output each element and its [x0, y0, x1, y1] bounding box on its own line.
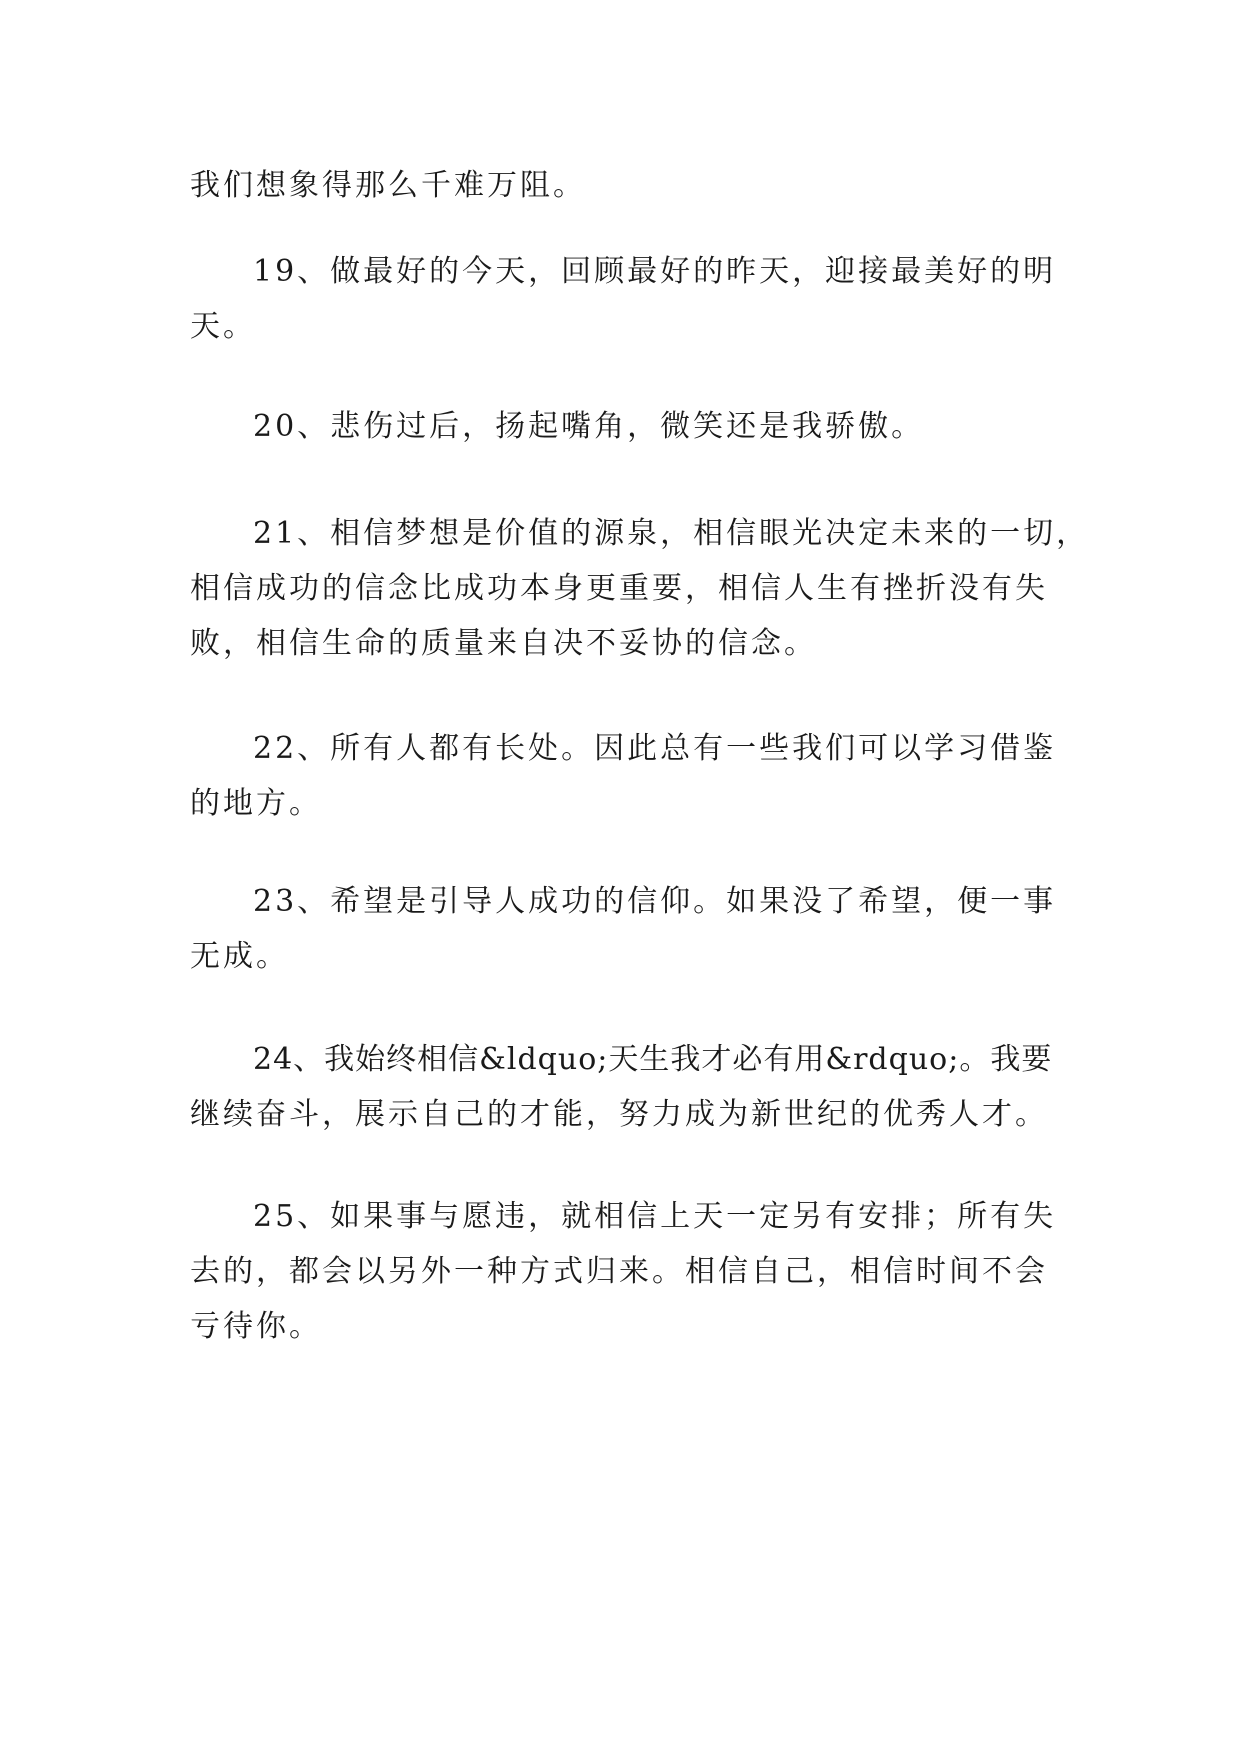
- paragraph-19-line-2: 天。: [190, 309, 256, 344]
- paragraph-21-line-3: 败，相信生命的质量来自决不妥协的信念。: [190, 626, 817, 661]
- paragraph-21-line-1: 21、相信梦想是价值的源泉，相信眼光决定未来的一切，: [253, 516, 1090, 551]
- paragraph-22-line-2: 的地方。: [190, 786, 322, 821]
- paragraph-24-line-1: 24、我始终相信&ldquo;天生我才必有用&rdquo;。我要: [253, 1042, 1053, 1077]
- paragraph-19-line-1: 19、做最好的今天，回顾最好的昨天，迎接最美好的明: [253, 254, 1057, 289]
- paragraph-23-line-2: 无成。: [190, 939, 289, 974]
- paragraph-21-line-2: 相信成功的信念比成功本身更重要，相信人生有挫折没有失: [190, 571, 1048, 606]
- paragraph-24-line-2: 继续奋斗，展示自己的才能，努力成为新世纪的优秀人才。: [190, 1097, 1048, 1132]
- paragraph-25-line-3: 亏待你。: [190, 1309, 322, 1344]
- text-line: 我们想象得那么千难万阻。: [190, 168, 586, 203]
- paragraph-25-line-2: 去的，都会以另外一种方式归来。相信自己，相信时间不会: [190, 1254, 1048, 1289]
- paragraph-22-line-1: 22、所有人都有长处。因此总有一些我们可以学习借鉴: [253, 731, 1057, 766]
- paragraph-23-line-1: 23、希望是引导人成功的信仰。如果没了希望，便一事: [253, 884, 1057, 919]
- paragraph-25-line-1: 25、如果事与愿违，就相信上天一定另有安排；所有失: [253, 1199, 1057, 1234]
- paragraph-20-line-1: 20、悲伤过后，扬起嘴角，微笑还是我骄傲。: [253, 409, 925, 444]
